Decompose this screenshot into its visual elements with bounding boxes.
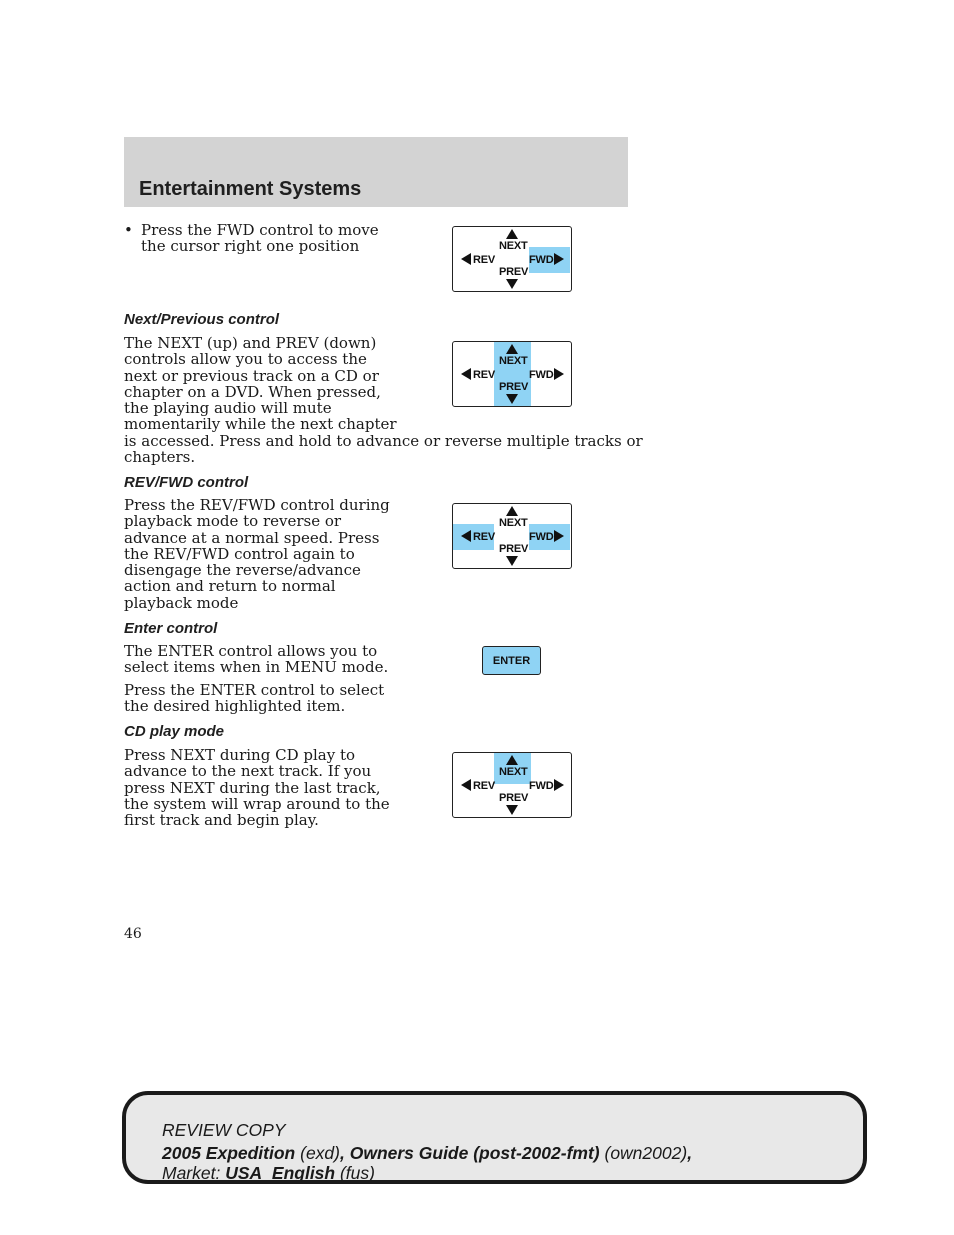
model-name: 2005 Expedition xyxy=(162,1143,296,1163)
text-line: The ENTER control allows you to xyxy=(124,642,378,660)
control-diagram-rev-fwd xyxy=(452,503,572,569)
text-line: action and return to normal xyxy=(124,577,336,596)
section-header-band xyxy=(124,137,628,207)
text-line: playback mode xyxy=(124,593,239,612)
text-line: the system will wrap around to the xyxy=(124,794,390,813)
rev-label: REV xyxy=(473,254,496,266)
up-arrow-icon xyxy=(506,344,518,354)
rev-label: REV xyxy=(473,531,496,543)
text-line: Press the ENTER control to select xyxy=(124,681,385,699)
market-code: (fus) xyxy=(335,1163,375,1183)
left-arrow-icon xyxy=(461,779,471,791)
control-diagram-next xyxy=(452,752,572,818)
down-arrow-icon xyxy=(506,394,518,404)
market-name: USA_English xyxy=(225,1163,336,1183)
market-label: Market: xyxy=(162,1163,226,1183)
next-label: NEXT xyxy=(499,355,528,367)
separator: , xyxy=(339,1143,350,1163)
text-line: controls allow you to access the xyxy=(124,350,367,369)
heading-enter: Enter control xyxy=(124,620,218,637)
up-arrow-icon xyxy=(506,506,518,516)
prev-label: PREV xyxy=(499,543,529,555)
fwd-label: FWD xyxy=(529,369,554,381)
text-line: advance at a normal speed. Press xyxy=(124,528,380,547)
text-line: first track and begin play. xyxy=(124,811,319,830)
text-line: the desired highlighted item. xyxy=(124,697,346,716)
enter-button-diagram: ENTER xyxy=(482,646,541,675)
rev-label: REV xyxy=(473,369,496,381)
bullet-line: the cursor right one position xyxy=(141,237,360,256)
right-arrow-icon xyxy=(554,368,564,380)
review-market-line xyxy=(162,1163,375,1184)
bullet-text xyxy=(141,222,379,255)
down-arrow-icon xyxy=(506,279,518,289)
text-line: The NEXT (up) and PREV (down) xyxy=(124,334,377,352)
down-arrow-icon xyxy=(506,556,518,566)
prev-label: PREV xyxy=(499,381,529,393)
text-line: press NEXT during the last track, xyxy=(124,778,381,797)
paragraph-rev-fwd xyxy=(124,497,390,611)
text-line: next or previous track on a CD or xyxy=(124,366,379,385)
section-title: Entertainment Systems xyxy=(139,178,362,200)
right-arrow-icon xyxy=(554,530,564,542)
heading-rev-fwd: REV/FWD control xyxy=(124,474,249,491)
separator: , xyxy=(687,1143,693,1163)
left-arrow-icon xyxy=(461,368,471,380)
text-line: the REV/FWD control again to xyxy=(124,544,355,563)
text-line: Press NEXT during CD play to xyxy=(124,746,356,764)
review-copy-label: REVIEW COPY xyxy=(162,1120,286,1140)
right-arrow-icon xyxy=(554,779,564,791)
heading-next-previous: Next/Previous control xyxy=(124,311,280,328)
paragraph-enter-2 xyxy=(124,682,384,715)
prev-label: PREV xyxy=(499,792,529,804)
text-line: momentarily while the next chapter xyxy=(124,415,397,434)
control-diagram-next-prev xyxy=(452,341,572,407)
left-arrow-icon xyxy=(461,530,471,542)
paragraph-enter-1 xyxy=(124,643,388,676)
model-code: (exd) xyxy=(295,1143,340,1163)
down-arrow-icon xyxy=(506,805,518,815)
rev-label: REV xyxy=(473,780,496,792)
review-model-line xyxy=(162,1143,692,1164)
bullet-symbol: • xyxy=(124,221,133,239)
page-number: 46 xyxy=(124,926,142,942)
bullet-line: Press the FWD control to move xyxy=(141,221,379,239)
text-line: Press the REV/FWD control during xyxy=(124,496,390,514)
guide-code: (own2002) xyxy=(599,1143,688,1163)
review-copy-box xyxy=(122,1091,867,1184)
text-line: the playing audio will mute xyxy=(124,399,332,418)
text-line: disengage the reverse/advance xyxy=(124,561,361,580)
prev-label: PREV xyxy=(499,266,529,278)
text-line: chapters. xyxy=(124,448,196,467)
guide-name: Owners Guide (post-2002-fmt) xyxy=(349,1143,600,1163)
left-arrow-icon xyxy=(461,253,471,265)
fwd-label: FWD xyxy=(529,254,554,266)
fwd-label: FWD xyxy=(529,531,554,543)
text-line: select items when in MENU mode. xyxy=(124,658,389,677)
right-arrow-icon xyxy=(554,253,564,265)
next-label: NEXT xyxy=(499,517,528,529)
next-label: NEXT xyxy=(499,766,528,778)
next-label: NEXT xyxy=(499,240,528,252)
paragraph-cd-play xyxy=(124,747,390,828)
control-diagram-fwd xyxy=(452,226,572,292)
text-line: chapter on a DVD. When pressed, xyxy=(124,382,381,401)
text-line: playback mode to reverse or xyxy=(124,512,342,531)
heading-cd-play: CD play mode xyxy=(124,723,225,740)
up-arrow-icon xyxy=(506,755,518,765)
up-arrow-icon xyxy=(506,229,518,239)
fwd-label: FWD xyxy=(529,780,554,792)
text-line: is accessed. Press and hold to advance or reverse multiple tracks or xyxy=(124,431,643,450)
text-line: advance to the next track. If you xyxy=(124,762,372,781)
